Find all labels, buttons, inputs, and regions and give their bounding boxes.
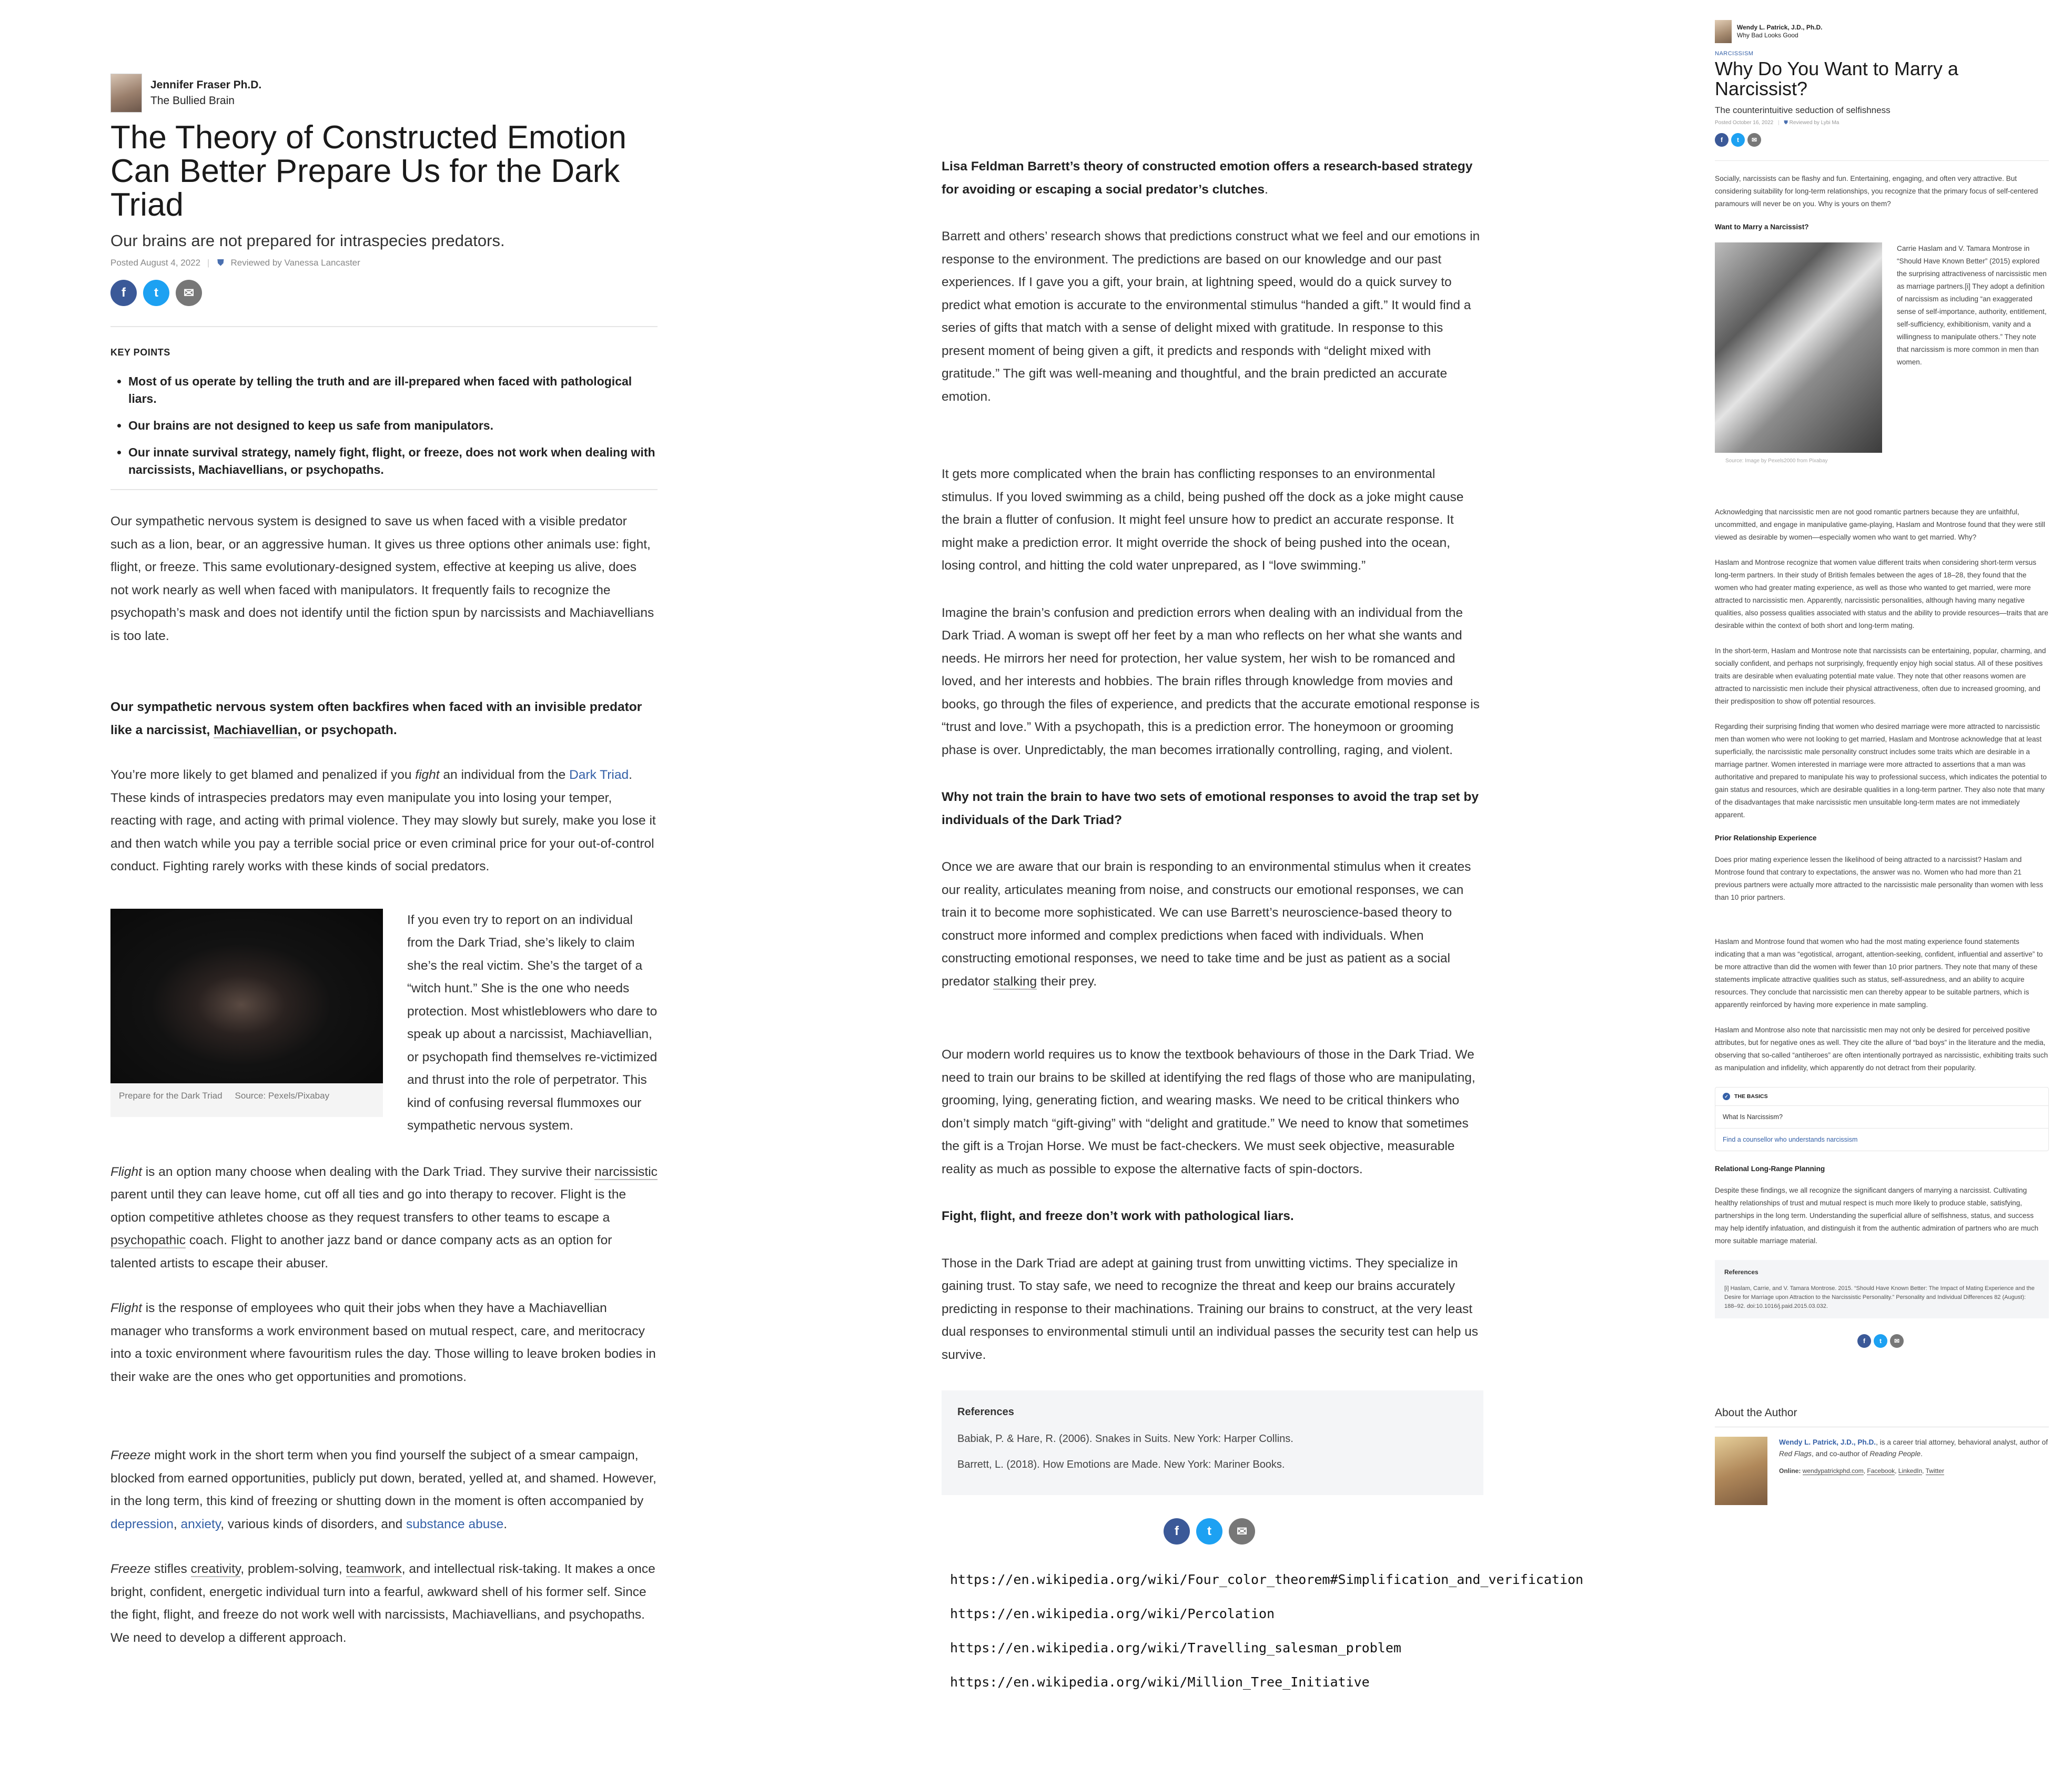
facebook-link[interactable]: Facebook [1867, 1467, 1895, 1475]
paragraph: Haslam and Montrose also note that narcissistic men may not only be desired for perceived positive attributes, but for negative ones as well. They cite the allure of “bad boys” in the literature and the media, observing that so-called “antiheroes” are often intentionally portrayed as narcissistic, exhibiting traits such as manipulation and infidelity, which apparently do not detract from their popularity. [1715, 1026, 2048, 1072]
posted-date: Posted August 4, 2022 [110, 258, 201, 268]
paragraph: Freeze might work in the short term when you find yourself the subject of a smear campaign, blocked from earned opportunities, publicly put down, berated, yelled at, and shamed. However, in the long term, this kind of freezing or shutting down in the moment is often accompanied by depression, anxiety, various kinds of disorders, and substance abuse. [110, 1448, 656, 1531]
paragraph: Socially, narcissists can be flashy and fun. Entertaining, engaging, and often very attractive. But considering suitability for long-term relationships, you recognize that the primary focus of self-centered paramours will never be on you. Why is yours on them? [1715, 175, 2038, 208]
reference-item: Barrett, L. (2018). How Emotions are Made. New York: Mariner Books. [957, 1459, 1285, 1470]
author-photo[interactable] [1715, 1437, 1767, 1505]
basics-header: ✓ THE BASICS [1715, 1088, 2048, 1106]
article-photo [1715, 242, 1882, 453]
shield-icon: ⛊ [1784, 120, 1788, 126]
figure-row [1715, 242, 2049, 464]
paragraph: Haslam and Montrose found that women who had the most mating experience found statements indicating that a man was “egotistical, arrogant, attention-seeking, confident, influential and assertive” to be more attractive than did the women with fewer than 10 prior partners. They note that many of these statements implicate attractive qualities such as status, self-assuredness, and an ability to acquire resources. They conclude that narcissistic men can thereby appear to be suitable partners, which is apparently reinforced by having more experience in mate sampling. [1715, 938, 2043, 1009]
paragraph: Haslam and Montrose recognize that women value different traits when considering short-term versus long-term partners. In their study of British females between the ages of 18–28, they found that the women who had greater mating experience, as well as those who wanted to get married, were more attracted to narcissistic men. Apparently, narcissistic personalities, although having many negative qualities, also possess qualities associated with status and the ability to provide resources—traits that are desirable within the context of both short and long-term mating. [1715, 558, 2048, 629]
twitter-icon[interactable]: t [1196, 1518, 1222, 1545]
reviewed-by: Reviewed by Lybi Ma [1789, 120, 1839, 126]
article-right [1715, 20, 2049, 1505]
online-links: Online: wendypatrickphd.com, Facebook, LinkedIn, Twitter [1779, 1467, 1944, 1475]
figure [1715, 242, 1882, 464]
link-psychopathic[interactable]: psychopathic [110, 1233, 186, 1247]
article-body [110, 510, 658, 1649]
section-heading: Our sympathetic nervous system often backfires when faced with an invisible predator like a narcissist, Machiavellian, or psychopath. [110, 700, 642, 737]
article-subtitle: The counterintuitive seduction of selfishness [1715, 105, 1891, 115]
key-points-list [110, 373, 658, 479]
section-heading: Relational Long-Range Planning [1715, 1165, 1825, 1173]
paragraph: If you even try to report on an individual from the Dark Triad, she’s likely to claim she’s the real victim. She’s the target of a “witch hunt.” She is the one who needs protection. Most whistleblowers who dare to speak up about a narcissist, Machiavellian, or psychopath find themselves re-victimized and thrust into the role of perpetrator. This kind of confusing reversal flummoxes our sympathetic nervous system. [407, 912, 658, 1133]
website-link[interactable]: wendypatrickphd.com [1802, 1467, 1864, 1475]
references-box [1715, 1260, 2049, 1318]
article-title: Why Do You Want to Marry a Narcissist? [1715, 58, 1958, 99]
references-title: References [1724, 1268, 1758, 1276]
article-meta: Posted August 4, 2022 | ⛊ Reviewed by Vanessa Lancaster [110, 258, 360, 268]
author-name-link[interactable]: Wendy L. Patrick, J.D., Ph.D. [1779, 1438, 1876, 1446]
url-line[interactable]: https://en.wikipedia.org/wiki/Four_color_theorem#Simplification_and_verification [950, 1572, 1584, 1587]
link-depression[interactable]: depression [110, 1517, 174, 1531]
references-box [942, 1390, 1483, 1495]
article-continued [942, 155, 1584, 1699]
link-substance-abuse[interactable]: substance abuse [406, 1517, 504, 1531]
paragraph: Does prior mating experience lessen the likelihood of being attracted to a narcissist? Haslam and Montrose found that contrary to expectations, the answer was no. Women who had more than 21 previous partners were actually more attracted to the narcissistic male personality than women with less than 10 prior partners. [1715, 856, 2044, 901]
author-byline [1715, 20, 2049, 43]
article-meta: Posted October 16, 2022 | ⛊ Reviewed by Lybi Ma [1715, 120, 1839, 126]
link-stalking[interactable]: stalking [993, 974, 1037, 989]
facebook-icon[interactable]: f [1164, 1518, 1190, 1545]
url-line[interactable]: https://en.wikipedia.org/wiki/Travelling_salesman_problem [950, 1640, 1401, 1655]
share-bar-bottom [1715, 1334, 2049, 1348]
link-narcissistic[interactable]: narcissistic [594, 1164, 658, 1179]
share-bar [1715, 133, 2049, 147]
paragraph: Once we are aware that our brain is responding to an environmental stimulus when it creates our reality, articulates meaning from noise, and constructs our emotional responses, we can train it to become more sophisticated. We can use Barrett’s neuroscience-based theory to construct more informed and complex predictions when faced with individuals. When constructing emotional responses, we need to take time and be just as patient as a social predator stalking their prey. [942, 860, 1471, 989]
link-machiavellian[interactable]: Machiavellian [214, 723, 298, 737]
paragraph: In the short-term, Haslam and Montrose note that narcissists can be entertaining, popular, charming, and socially confident, and perhaps not surprisingly, frequently enjoy high social status. All of these positives traits are desirable when evaluating potential mate value. They note that other reasons women are attracted to narcissistic men include their physical attractiveness, often due to increased grooming, and their predisposition to show off potential resources. [1715, 647, 2046, 705]
author-name[interactable]: Jennifer Fraser Ph.D. [150, 79, 262, 91]
email-icon[interactable]: ✉ [1890, 1334, 1904, 1348]
linkedin-link[interactable]: LinkedIn [1898, 1467, 1923, 1475]
link-teamwork[interactable]: teamwork [346, 1562, 402, 1576]
paragraph: Barrett and others’ research shows that predictions construct what we feel and our emotions in response to the environment. The predictions are based on our knowledge and our past experiences. If I gave you a gift, your brain, at lightning speed, would do a quick survey to predict what emotion is accurate to the environmental stimulus “handed a gift.” It would find a series of gifts that match with a sense of delight mixed with gratitude. In response to this present moment of being given a gift, it predicts and responds with “delight mixed with gratitude.” The gift was well-meaning and thoughtful, and the brain predicted an accurate emotion. [942, 229, 1480, 404]
share-bar-bottom [942, 1518, 1483, 1545]
about-author [1715, 1437, 2049, 1505]
facebook-icon[interactable]: f [1857, 1334, 1871, 1348]
share-bar [110, 280, 658, 306]
figure-caption: Prepare for the Dark Triad Source: Pexels/Pixabay [110, 1083, 383, 1117]
topic-tag[interactable]: NARCISSISM [1715, 50, 1754, 57]
paragraph: Flight is an option many choose when dealing with the Dark Triad. They survive their narcissistic parent until they can leave home, cut off all ties and go into therapy to recover. Flight is the option competitive athletes choose as they request transfers to other teams to escape a psychopathic coach. Flight to another jazz band or dance company acts as an option for talented artists to escape their abuser. [110, 1164, 658, 1271]
paragraph: Flight is the response of employees who quit their jobs when they have a Machiavellian manager who transforms a work environment based on mutual respect, care, and meritocracy into a toxic environment where favouritism rules the day. Those willing to leave broken bodies in their wake are the ones who get opportunities and promotions. [110, 1301, 656, 1384]
key-point: • Our brains are not designed to keep us safe from manipulators. [128, 417, 658, 434]
author-byline [110, 74, 658, 113]
figure-caption: Source: Image by Pexels2000 from Pixabay [1725, 458, 1828, 464]
paragraph: Acknowledging that narcissistic men are not good romantic partners because they are unfaithful, uncommitted, and engage in manipulative game-playing, Haslam and Montrose found that they were still viewed as desirable by women—especially women who want to get married. Why? [1715, 508, 2045, 541]
paragraph: It gets more complicated when the brain has conflicting responses to an environmental stimulus. If you loved swimming as a child, being pushed off the dock as a joke might cause the brain a flutter of confusion. It might feel unsure how to predict an accurate response. It might make a prediction error. It might override the shock of being pushed into the ocean, losing control, and hitting the cold water unprepared, as I “love swimming.” [942, 467, 1464, 573]
key-point: • Our innate survival strategy, namely fight, flight, or freeze, does not work when dealing with narcissists, Machiavellians, or psychopaths. [128, 444, 658, 479]
facebook-icon[interactable]: f [110, 280, 137, 306]
link-dark-triad[interactable]: Dark Triad [569, 768, 629, 782]
reference-item: Babiak, P. & Hare, R. (2006). Snakes in Suits. New York: Harper Collins. [957, 1433, 1293, 1445]
url-line[interactable]: https://en.wikipedia.org/wiki/Percolation [950, 1606, 1275, 1621]
author-name[interactable]: Wendy L. Patrick, J.D., Ph.D. [1737, 24, 1823, 31]
divider [110, 326, 658, 327]
figure-row [110, 909, 658, 1137]
article-title: The Theory of Constructed Emotion Can Better Prepare Us for the Dark Triad [110, 119, 627, 223]
link-anxiety[interactable]: anxiety [180, 1517, 221, 1531]
divider [1715, 160, 2049, 161]
author-avatar[interactable] [1715, 20, 1732, 43]
url-list [950, 1562, 1584, 1699]
section-heading: Want to Marry a Narcissist? [1715, 223, 1809, 231]
link-creativity[interactable]: creativity [190, 1562, 241, 1576]
twitter-icon[interactable]: t [1874, 1334, 1887, 1348]
section-heading: Why not train the brain to have two sets of emotional responses to avoid the trap set by individuals of the Dark Triad? [942, 790, 1479, 827]
find-counsellor-link[interactable]: Find a counsellor who understands narcissism [1723, 1136, 1858, 1143]
article-body [1715, 172, 2049, 1247]
reviewed-by: Reviewed by Vanessa Lancaster [230, 258, 360, 268]
paragraph: Carrie Haslam and V. Tamara Montrose in “Should Have Known Better” (2015) explored the surprising attractiveness of narcissistic men as marriage partners.[i] They adopt a definition of narcissism as including “an exaggerated sense of self-importance, authority, entitlement, self-sufficiency, exhibitionism, vanity and a willingness to manipulate others.” They note that narcissism is more common in men than women. [1897, 245, 2047, 366]
author-bio: Wendy L. Patrick, J.D., Ph.D., is a career trial attorney, behavioral analyst, author of Red Flags, and co-author of Reading People. Online: wendypatrickphd.com, Facebook, LinkedIn, Twitter [1779, 1437, 2049, 1505]
url-line[interactable]: https://en.wikipedia.org/wiki/Million_Tree_Initiative [950, 1674, 1370, 1690]
check-icon: ✓ [1723, 1093, 1730, 1100]
article-subtitle: Our brains are not prepared for intraspecies predators. [110, 231, 505, 250]
paragraph: Freeze stifles creativity, problem-solving, teamwork, and intellectual risk-taking. It makes a once bright, confident, energetic individual turn into a fearful, awkward shell of his former self. Since the fight, flight, and freeze do not work well with narcissists, Machiavellians, and psychopaths. We need to develop a different approach. [110, 1562, 655, 1645]
basics-item[interactable]: What Is Narcissism? [1715, 1106, 2048, 1129]
twitter-icon[interactable]: t [143, 280, 169, 306]
shield-icon: ⛊ [217, 258, 224, 268]
section-heading: Prior Relationship Experience [1715, 834, 1817, 842]
article-left [110, 74, 658, 1671]
lead-paragraph: Lisa Feldman Barrett’s theory of constructed emotion offers a research-based strategy for avoiding or escaping a social predator’s clutches. [942, 159, 1473, 197]
key-points-title: KEY POINTS [110, 347, 170, 358]
paragraph: Our sympathetic nervous system is designed to save us when faced with a visible predator such as a lion, bear, or an aggressive human. It gives us three options other animals use: fight, flight, or freeze. This same evolutionary-designed system, effective at keeping us alive, does not work nearly as well when faced with manipulators. It frequently fails to recognize the psychopath’s mask and does not identify until the fiction spun by narcissists and Machiavellians is too late. [110, 514, 654, 643]
paragraph: Those in the Dark Triad are adept at gaining trust from unwitting victims. They specialize in gaining trust. To stay safe, we need to recognize the threat and keep our brains accurately predicting in response to their machinations. Training our brains to construct, at the very least dual responses to environmental stimuli until an individual passes the security test can help us survive. [942, 1256, 1479, 1362]
divider [110, 489, 658, 490]
paragraph: You’re more likely to get blamed and penalized if you fight an individual from the Dark Triad. These kinds of intraspecies predators may even manipulate you into losing your temper, reacting with rage, and acting with primal violence. They may slowly but surely, make you lose it and then watch while you pay a terrible social price or even criminal price for your out-of-control conduct. Fighting rarely works with these kinds of social predators. [110, 768, 656, 873]
facebook-icon[interactable]: f [1715, 133, 1729, 147]
figure-source: Source: Pexels/Pixabay [235, 1090, 330, 1101]
email-icon[interactable]: ✉ [1229, 1518, 1255, 1545]
posted-date: Posted October 16, 2022 [1715, 120, 1774, 126]
references-title: References [957, 1406, 1014, 1418]
email-icon[interactable]: ✉ [1747, 133, 1761, 147]
email-icon[interactable]: ✉ [176, 280, 202, 306]
reference-item: [i] Haslam, Carrie, and V. Tamara Montrose. 2015. “Should Have Known Better: The Impact of Mating Experience and the Desire for Marriage upon Attraction to the Narcissistic Personality.” Personality and Individual Differences 82 (August): 188–92. doi:10.1016/j.paid.2015.03.032. [1724, 1285, 2035, 1309]
key-point: • Most of us operate by telling the truth and are ill-prepared when faced with pathological liars. [128, 373, 658, 408]
about-author-title: About the Author [1715, 1407, 2049, 1427]
basics-box [1715, 1087, 2049, 1151]
figure [110, 909, 383, 1137]
paragraph: Our modern world requires us to know the textbook behaviours of those in the Dark Triad. We need to train our brains to be skilled at identifying the red flags of those who are manipulating, grooming, lying, generating fiction, and wearing masks. We need to be critical thinkers who don’t simply match “gift-giving” with “delight and gratitude.” We need to know that sometimes the gift is a Trojan Horse. We must be fact-checkers. We must seek objective, measurable reality as much as possible to expose the alternative facts of spin-doctors. [942, 1048, 1475, 1176]
author-blog[interactable]: The Bullied Brain [150, 95, 235, 107]
author-avatar[interactable] [110, 74, 142, 113]
paragraph: Imagine the brain’s confusion and prediction errors when dealing with an individual from the Dark Triad. A woman is swept off her feet by a man who reflects on her what she wants and needs. He mirrors her need for protection, her value system, her wish to be romanced and loved, and her interests and hobbies. The brain rifles through knowledge from movies and books, go through the files of experience, and predicts that the accurate emotional response is “trust and love.” With a psychopath, this is a prediction error. The honeymoon or grooming phase is over. Unpredictably, the man becomes irrationally controlling, raging, and violent. [942, 605, 1480, 757]
article-photo [110, 909, 383, 1083]
author-blog[interactable]: Why Bad Looks Good [1737, 32, 1798, 39]
twitter-link[interactable]: Twitter [1925, 1467, 1944, 1475]
paragraph: Despite these findings, we all recognize the significant dangers of marrying a narcissist. Cultivating healthy relationships of trust and mutual respect is much more likely to produce stable, satisfying, partnerships in the long term. Understanding the superficial allure of selfishness, status, and success may help identify infatuation, and distinguish it from the authentic admiration of partners who are much more suitable marriage material. [1715, 1186, 2039, 1245]
paragraph: Regarding their surprising finding that women who desired marriage were more attracted to narcissistic men than women who were not looking to get married, Haslam and Montrose acknowledge that at least superficially, the narcissistic male personality construct includes some traits which are desirable in a marriage partner. Women interested in marriage were more attracted to assertions that a man was authoritative and prepared to manipulate his way to professional success, which indicates the potential to gain status and resources, which are desirable qualities in a long-term partner. They also note that many of the disadvantages that make narcissistic men unsuitable long-term mates are not immediately apparent. [1715, 723, 2047, 819]
section-heading: Fight, flight, and freeze don’t work with pathological liars. [942, 1209, 1294, 1223]
twitter-icon[interactable]: t [1731, 133, 1745, 147]
